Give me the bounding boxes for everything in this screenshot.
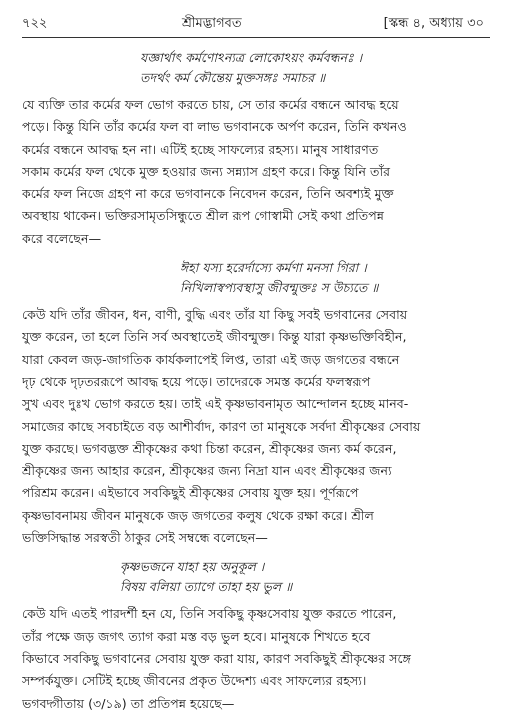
text-line: অবস্থায় থাকেন। ভক্তিরসামৃতসিন্ধুতে শ্রীল রূপ গোস্বামী সেই কথা প্রতিপন্ন xyxy=(22,208,384,224)
text-line: যারা কেবল জড়-জাগতিক কার্যকলাপেই লিপ্ত, তারা এই জড় জগতের বন্ধনে xyxy=(22,351,400,367)
paragraph-3 xyxy=(22,603,490,714)
text-line: কেউ যদি তাঁর জীবন, ধন, বাণী, বুদ্ধি এবং তাঁর যা কিছু সবই ভগবানের সেবায় xyxy=(22,307,408,323)
paragraph-1 xyxy=(22,94,490,250)
text-line: যে ব্যক্তি তার কর্মের ফল ভোগ করতে চায়, সে তার কর্মের বন্ধনে আবদ্ধ হয়ে xyxy=(22,97,399,112)
text-line: পড়ে। কিন্তু যিনি তাঁর কর্মের ফল বা লাভ ভগবানকে অর্পণ করেন, তিনি কখনও xyxy=(22,119,407,135)
text-line: সমাজের কাছে সবচাইতে বড় আশীর্বাদ, কারণ তা মানুষকে সর্বদা শ্রীকৃষ্ণের সেবায় xyxy=(22,418,421,434)
page-number: ৭২২ xyxy=(22,16,48,31)
text-line: কেউ যদি এতই পারদর্শী হন যে, তিনি সবকিছু কৃষ্ণসেবায় যুক্ত করতে পারেন, xyxy=(22,606,397,622)
text-line: শ্রীকৃষ্ণের জন্য আহার করেন, শ্রীকৃষ্ণের জন্য নিদ্রা যান এবং শ্রীকৃষ্ণের জন্য xyxy=(22,463,392,479)
text-line: পরিশ্রম করেন। এইভাবে সবকিছুই শ্রীকৃষ্ণের সেবায় যুক্ত হয়। পূর্ণরূপে xyxy=(22,485,359,501)
text-line: কৃষ্ণভাবনাময় জীবন মানুষকে জড় জগতের কলুষ থেকে রক্ষা করে। শ্রীল xyxy=(22,507,374,523)
verse-block-1 xyxy=(140,48,490,88)
text-line: তাঁর পক্ষে জড় জগৎ ত্যাগ করা মস্ত বড় ভুল হবে। মানুষকে শিখতে হবে xyxy=(22,628,371,644)
book-page xyxy=(22,14,490,715)
page-header xyxy=(22,14,490,38)
section-label: [স্কন্ধ ৪, অধ্যায় ৩০ xyxy=(383,16,484,31)
paragraph-2 xyxy=(22,304,490,549)
text-line: কিভাবে সবকিছু ভগবানের সেবায় যুক্ত করা যায়, কারণ সবকিছুই শ্রীকৃষ্ণের সঙ্গে xyxy=(22,650,411,666)
verse-line: যজ্ঞার্থাৎ কর্মণোঽন্যত্র লোকোঽয়ং কর্মবন্ধনঃ । xyxy=(140,50,363,65)
text-line: যুক্ত করেন, তা হলে তিনি সর্ব অবস্থাতেই জীবন্মুক্ত। কিন্তু যারা কৃষ্ণভক্তিবিহীন, xyxy=(22,329,407,345)
text-line: সম্পর্কযুক্ত। সেটিই হচ্ছে জীবনের প্রকৃত উদ্দেশ্য এবং সাফল্যের রহস্য। xyxy=(22,673,367,689)
book-title: শ্রীমদ্ভাগবত xyxy=(182,16,242,31)
text-line: দৃঢ় থেকে দৃঢ়তররূপে আবদ্ধ হয়ে পড়ে। তাদেরকে সমস্ত কর্মের ফলস্বরূপ xyxy=(22,373,371,389)
verse-block-3 xyxy=(120,557,490,597)
text-line: ভগবদ্গীতায় (৩/১৯) তা প্রতিপন্ন হয়েছে— xyxy=(22,695,235,711)
verse-block-2 xyxy=(180,258,490,298)
text-line: করে বলেছেন— xyxy=(22,230,102,246)
text-line: ভক্তিসিদ্ধান্ত সরস্বতী ঠাকুর সেই সম্বন্ধে বলেছেন— xyxy=(22,530,268,546)
text-line: যুক্ত করছে। ভগবদ্ভক্ত শ্রীকৃষ্ণের কথা চিন্তা করেন, শ্রীকৃষ্ণের জন্য কর্ম করেন, xyxy=(22,440,397,456)
verse-line: ঈহা যস্য হরের্দাস্যে কর্মণা মনসা গিরা । xyxy=(180,260,367,276)
verse-line: নিখিলাস্বপ্যবস্থাসু জীবন্মুক্তঃ স উচ্যতে ॥ xyxy=(180,280,379,296)
text-line: কর্মের ফল নিজে গ্রহণ না করে ভগবানকে নিবেদন করেন, তিনি অবশ্যই মুক্ত xyxy=(22,186,394,202)
verse-line: কৃষ্ণভজনে যাহা হয় অনুকূল । xyxy=(120,559,265,575)
verse-line: বিষয় বলিয়া ত্যাগে তাহা হয় ভুল ॥ xyxy=(120,579,293,595)
text-line: সুখ এবং দুঃখ ভোগ করতে হয়। তাই এই কৃষ্ণভাবনামৃত আন্দোলন হচ্ছে মানব- xyxy=(22,396,409,412)
verse-line: তদর্থং কর্ম কৌন্তেয় মুক্তসঙ্গঃ সমাচর ॥ xyxy=(140,70,326,85)
text-line: কর্মের বন্ধনে আবদ্ধ হন না। এটিই হচ্ছে সাফল্যের রহস্য। মানুষ সাধারণত xyxy=(22,141,379,157)
text-line: সকাম কর্মের ফল থেকে মুক্ত হওয়ার জন্য সন্ন্যাস গ্রহণ করে। কিন্তু যিনি তাঁর xyxy=(22,163,391,179)
